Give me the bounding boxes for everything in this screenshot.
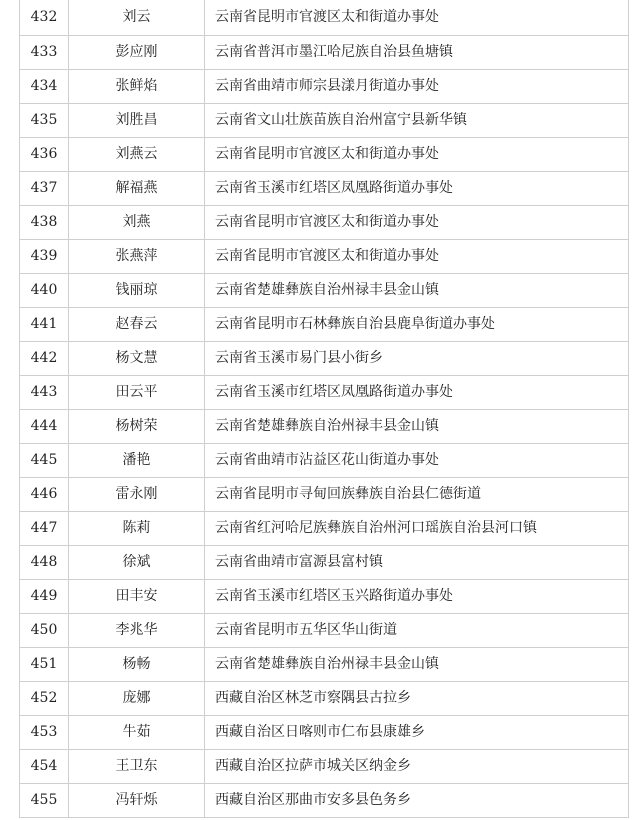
address: 云南省昆明市五华区华山街道 (205, 614, 629, 648)
table-row (20, 206, 629, 240)
row-number: 438 (20, 206, 69, 240)
table-row (20, 274, 629, 308)
table-row (20, 750, 629, 784)
person-name: 雷永刚 (69, 478, 205, 512)
address: 云南省曲靖市富源县富村镇 (205, 546, 629, 580)
person-name: 李兆华 (69, 614, 205, 648)
person-name: 刘燕云 (69, 138, 205, 172)
address: 云南省楚雄彝族自治州禄丰县金山镇 (205, 648, 629, 682)
table-row (20, 376, 629, 410)
person-name: 王卫东 (69, 750, 205, 784)
table-row (20, 682, 629, 716)
person-name: 杨畅 (69, 648, 205, 682)
row-number: 443 (20, 376, 69, 410)
person-name: 张鲜焰 (69, 70, 205, 104)
row-number: 455 (20, 784, 69, 818)
person-name: 杨文慧 (69, 342, 205, 376)
address: 云南省昆明市石林彝族自治县鹿阜街道办事处 (205, 308, 629, 342)
table-row (20, 716, 629, 750)
address: 云南省楚雄彝族自治州禄丰县金山镇 (205, 274, 629, 308)
person-name: 牛茹 (69, 716, 205, 750)
address: 云南省昆明市寻甸回族彝族自治县仁德街道 (205, 478, 629, 512)
address: 云南省红河哈尼族彝族自治州河口瑶族自治县河口镇 (205, 512, 629, 546)
address: 西藏自治区那曲市安多县色务乡 (205, 784, 629, 818)
row-number: 444 (20, 410, 69, 444)
person-name: 刘云 (69, 0, 205, 36)
address: 云南省昆明市官渡区太和街道办事处 (205, 0, 629, 36)
address: 云南省曲靖市师宗县漾月街道办事处 (205, 70, 629, 104)
person-name: 解福燕 (69, 172, 205, 206)
person-name: 田云平 (69, 376, 205, 410)
table-row (20, 308, 629, 342)
row-number: 448 (20, 546, 69, 580)
roster-table (19, 0, 629, 818)
address: 云南省普洱市墨江哈尼族自治县鱼塘镇 (205, 36, 629, 70)
table-row (20, 70, 629, 104)
person-name: 杨树荣 (69, 410, 205, 444)
person-name: 陈莉 (69, 512, 205, 546)
address: 云南省昆明市官渡区太和街道办事处 (205, 240, 629, 274)
row-number: 449 (20, 580, 69, 614)
table-row (20, 36, 629, 70)
person-name: 潘艳 (69, 444, 205, 478)
row-number: 447 (20, 512, 69, 546)
row-number: 434 (20, 70, 69, 104)
table-row (20, 784, 629, 818)
table-row (20, 512, 629, 546)
row-number: 436 (20, 138, 69, 172)
row-number: 439 (20, 240, 69, 274)
table-row (20, 614, 629, 648)
row-number: 452 (20, 682, 69, 716)
address: 云南省玉溪市易门县小街乡 (205, 342, 629, 376)
address: 云南省玉溪市红塔区凤凰路街道办事处 (205, 172, 629, 206)
row-number: 432 (20, 0, 69, 36)
table-row (20, 342, 629, 376)
address: 云南省文山壮族苗族自治州富宁县新华镇 (205, 104, 629, 138)
person-name: 彭应刚 (69, 36, 205, 70)
table-row (20, 478, 629, 512)
row-number: 441 (20, 308, 69, 342)
person-name: 钱丽琼 (69, 274, 205, 308)
person-name: 庞娜 (69, 682, 205, 716)
address: 西藏自治区日喀则市仁布县康雄乡 (205, 716, 629, 750)
row-number: 453 (20, 716, 69, 750)
address: 云南省玉溪市红塔区玉兴路街道办事处 (205, 580, 629, 614)
table-row (20, 138, 629, 172)
address: 西藏自治区林芝市察隅县古拉乡 (205, 682, 629, 716)
address: 云南省昆明市官渡区太和街道办事处 (205, 206, 629, 240)
person-name: 刘燕 (69, 206, 205, 240)
person-name: 张燕萍 (69, 240, 205, 274)
table-row (20, 240, 629, 274)
row-number: 446 (20, 478, 69, 512)
address: 云南省楚雄彝族自治州禄丰县金山镇 (205, 410, 629, 444)
row-number: 445 (20, 444, 69, 478)
person-name: 刘胜昌 (69, 104, 205, 138)
person-name: 冯轩烁 (69, 784, 205, 818)
table-row (20, 0, 629, 36)
table-row (20, 546, 629, 580)
row-number: 454 (20, 750, 69, 784)
table-row (20, 580, 629, 614)
row-number: 437 (20, 172, 69, 206)
person-name: 徐斌 (69, 546, 205, 580)
person-name: 赵春云 (69, 308, 205, 342)
row-number: 442 (20, 342, 69, 376)
roster-body (20, 0, 629, 818)
table-row (20, 444, 629, 478)
address: 云南省玉溪市红塔区凤凰路街道办事处 (205, 376, 629, 410)
person-name: 田丰安 (69, 580, 205, 614)
row-number: 433 (20, 36, 69, 70)
table-row (20, 104, 629, 138)
table-row (20, 172, 629, 206)
address: 西藏自治区拉萨市城关区纳金乡 (205, 750, 629, 784)
row-number: 435 (20, 104, 69, 138)
table-row (20, 648, 629, 682)
address: 云南省曲靖市沾益区花山街道办事处 (205, 444, 629, 478)
table-row (20, 410, 629, 444)
row-number: 450 (20, 614, 69, 648)
address: 云南省昆明市官渡区太和街道办事处 (205, 138, 629, 172)
row-number: 451 (20, 648, 69, 682)
row-number: 440 (20, 274, 69, 308)
